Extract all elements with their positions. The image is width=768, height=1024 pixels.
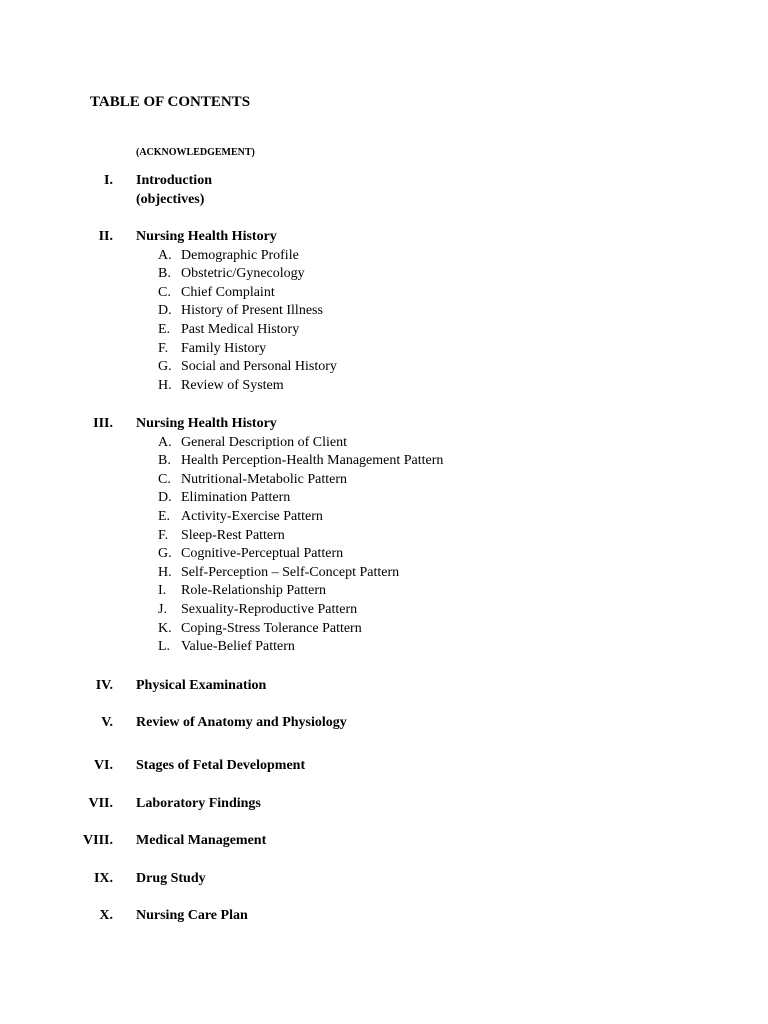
item-text: Family History [181,340,267,356]
item-letter: C. [158,284,171,300]
item-text: Sexuality-Reproductive Pattern [181,601,358,617]
item-text: Elimination Pattern [181,490,291,506]
section-heading: Medical Management [136,833,267,848]
section-heading: Nursing Health History [136,229,277,244]
item-text: History of Present Illness [181,303,323,319]
section-heading: Physical Examination [136,678,267,693]
item-letter: H. [158,377,172,393]
item-text: Activity-Exercise Pattern [181,508,323,524]
section-heading: Laboratory Findings [136,796,261,811]
item-text: Past Medical History [181,321,300,337]
item-letter: A. [158,247,172,263]
item-letter: G. [158,546,172,562]
item-letter: G. [158,359,172,375]
section-number: III. [93,416,113,431]
section-heading: Stages of Fetal Development [136,758,306,773]
item-letter: H. [158,564,172,580]
item-letter: B. [158,266,171,282]
section-number: IV. [95,678,113,693]
section-heading: Drug Study [136,871,206,886]
item-letter: B. [158,453,171,469]
page-title: TABLE OF CONTENTS [90,94,251,110]
item-letter: L. [158,639,171,655]
section-heading: Introduction [136,173,212,188]
item-text: Review of System [181,377,284,393]
item-text: Value-Belief Pattern [181,639,295,655]
item-letter: F. [158,340,169,356]
section-heading: Nursing Care Plan [136,908,248,923]
item-text: Nutritional-Metabolic Pattern [181,471,348,487]
item-letter: A. [158,434,172,450]
section-heading: Nursing Health History [136,416,277,431]
item-letter: C. [158,471,171,487]
item-text: Coping-Stress Tolerance Pattern [181,620,362,636]
section-number: VII. [88,796,113,811]
item-text: Health Perception-Health Management Pattern [181,453,444,469]
section-number: VIII. [83,833,113,848]
acknowledgement-entry: (ACKNOWLEDGEMENT) [136,147,255,158]
section-subheading: (objectives) [136,191,205,207]
item-letter: E. [158,321,171,337]
item-letter: J. [158,601,167,617]
item-text: Demographic Profile [181,247,299,263]
item-letter: K. [158,620,172,636]
section-number: II. [98,229,113,244]
item-letter: I. [158,583,167,599]
section-number: V. [101,715,113,730]
section-number: VI. [93,758,113,773]
item-text: Chief Complaint [181,284,275,300]
section-number: I. [104,173,113,188]
item-letter: F. [158,527,169,543]
item-letter: D. [158,303,172,319]
item-text: Social and Personal History [181,359,337,375]
item-text: Role-Relationship Pattern [181,583,327,599]
section-heading: Review of Anatomy and Physiology [136,715,347,730]
section-number: X. [99,908,113,923]
item-letter: E. [158,508,171,524]
item-text: Sleep-Rest Pattern [181,527,285,543]
item-text: Self-Perception – Self-Concept Pattern [181,564,400,580]
item-letter: D. [158,490,172,506]
item-text: General Description of Client [181,434,348,450]
section-number: IX. [93,871,113,886]
item-text: Cognitive-Perceptual Pattern [181,546,344,562]
item-text: Obstetric/Gynecology [181,266,305,282]
